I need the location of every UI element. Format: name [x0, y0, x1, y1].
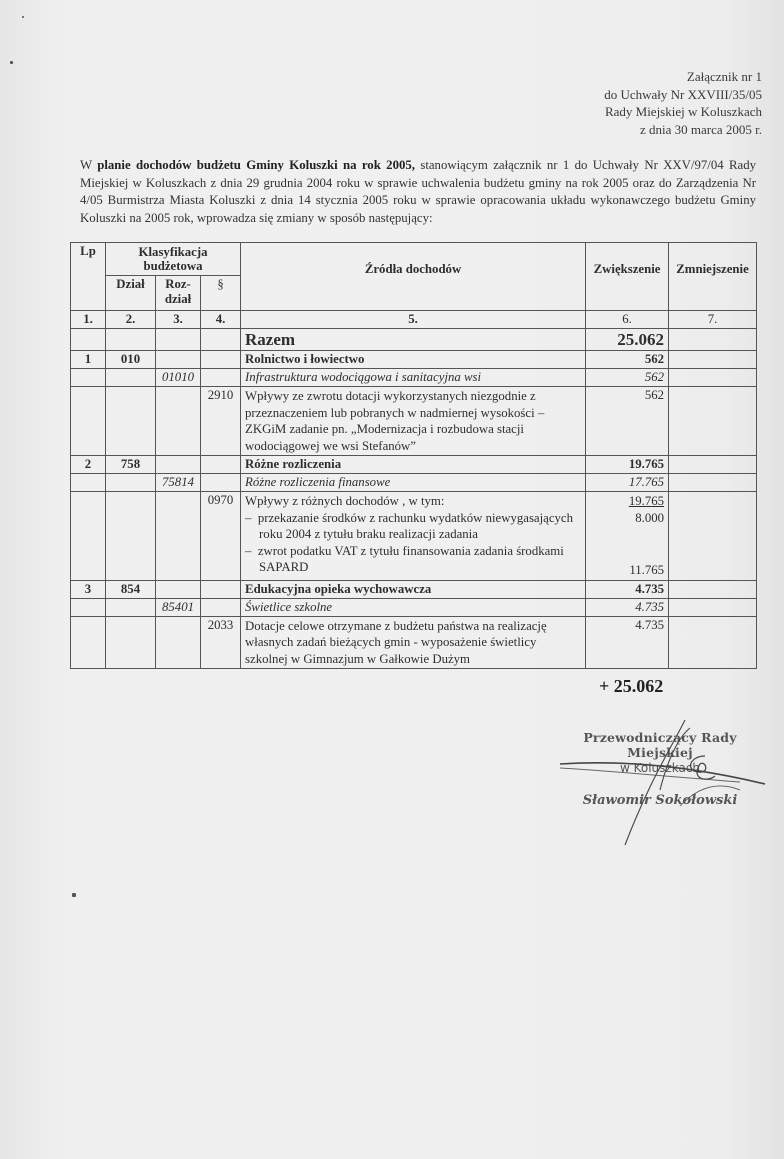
cell-lp — [71, 369, 106, 387]
cell-rozdzial: 75814 — [156, 474, 201, 492]
header-dzial: Dział — [106, 276, 156, 311]
cell-name — [241, 492, 586, 581]
header-rozdzial: Roz-dział — [156, 276, 201, 311]
header-lp: Lp — [71, 243, 106, 311]
cell-lp: 2 — [71, 456, 106, 474]
cell-decrease — [669, 474, 757, 492]
cell-rozdzial — [156, 351, 201, 369]
attachment-line: Rady Miejskiej w Koluszkach — [604, 104, 762, 119]
detail-item-text: przekazanie środków z rachunku wydatków niewygasających roku 2004 z tytułu braku realizacji zadania — [257, 510, 574, 541]
header-increase: Zwiększenie — [586, 243, 669, 311]
cell-name: Świetlice szkolne — [241, 598, 586, 616]
table-row-rozdzial — [71, 369, 757, 387]
detail-item: – zwrot podatku VAT z tytułu finansowania zadania środkami SAPARD — [245, 543, 564, 574]
handwritten-signature — [540, 720, 770, 850]
header-classification: Klasyfikacja budżetowa — [106, 243, 241, 276]
header-sources: Źródła dochodów — [241, 243, 586, 311]
cell-dzial — [106, 369, 156, 387]
cell-name: Dotacje celowe otrzymane z budżetu państwa na realizację własnych zadań bieżących gmin - wyposażenie świetlicy szkolnej w Gimnazjum w Gałkowie Dużym — [241, 616, 586, 669]
table-row-rozdzial — [71, 474, 757, 492]
cell-increase: 4.735 — [586, 580, 669, 598]
stamp-title: Przewodniczący Rady Miejskiej — [583, 730, 737, 760]
column-number: 4. — [201, 311, 241, 329]
cell-dzial: 758 — [106, 456, 156, 474]
cell-name: Infrastruktura wodociągowa i sanitacyjna wsi — [241, 369, 586, 387]
intro-text: stanowiącym załącznik nr 1 do Uchwały Nr XXV/97/04 Rady Miejskiej w Koluszkach z dnia 29 grudnia 2004 roku w sprawie uchwalenia budżetu gminy na rok 2005 oraz do Zarządzenia Nr 4/05 Burmistrza Miasta Koluszki z dnia 14 stycznia 2005 roku w sprawie opracowania układu wykonawczego budżetu Gminy Koluszki na 2005 rok, wprowadza się zmiany w sposób następujący: — [80, 158, 756, 225]
cell-name: Różne rozliczenia — [241, 456, 586, 474]
cell-rozdzial: 01010 — [156, 369, 201, 387]
column-number: 7. — [669, 311, 757, 329]
cell-name: Różne rozliczenia finansowe — [241, 474, 586, 492]
table-row-dzial — [71, 351, 757, 369]
column-number-row — [71, 311, 757, 329]
cell-dzial — [106, 616, 156, 669]
table-row-paragraph — [71, 616, 757, 669]
cell-decrease — [669, 616, 757, 669]
scan-speck — [10, 61, 13, 64]
attachment-line: do Uchwały Nr XXVIII/35/05 — [604, 86, 762, 102]
attachment-line: Załącznik nr 1 — [686, 69, 762, 84]
cell-decrease — [669, 492, 757, 581]
cell-decrease — [669, 580, 757, 598]
cell-paragraph — [201, 598, 241, 616]
cell-name: Wpływy ze zwrotu dotacji wykorzystanych niezgodnie z przeznaczeniem lub pobranych w nadmiernej wysokości – ZKGiM zadanie pn. „Modernizacja i rozbudowa stacji wodociągowej we wsi Stefanów” — [241, 387, 586, 456]
cell-paragraph: 2910 — [201, 387, 241, 456]
total-decrease — [669, 329, 757, 351]
cell-paragraph — [201, 351, 241, 369]
cell-increase: 19.765 — [586, 456, 669, 474]
cell-name: Edukacyjna opieka wychowawcza — [241, 580, 586, 598]
cell-rozdzial — [156, 456, 201, 474]
attachment-line: z dnia 30 marca 2005 r. — [639, 121, 762, 137]
cell-decrease — [669, 387, 757, 456]
table-row-dzial — [71, 580, 757, 598]
cell-increase: 4.735 — [586, 616, 669, 669]
total-label: Razem — [241, 329, 586, 351]
cell-dzial — [106, 598, 156, 616]
attachment-header — [604, 68, 762, 138]
intro-lead: W — [80, 158, 98, 172]
header-paragraph: § — [201, 276, 241, 311]
cell-increase: 4.735 — [586, 598, 669, 616]
stamp-place: w Koluszkach — [619, 761, 701, 775]
budget-changes-table — [70, 242, 757, 669]
cell-increase — [586, 492, 669, 581]
cell-rozdzial — [156, 580, 201, 598]
column-number: 3. — [156, 311, 201, 329]
cell-dzial — [106, 492, 156, 581]
detail-item: – przekazanie środków z rachunku wydatków niewygasających roku 2004 z tytułu braku realizacji zadania — [245, 510, 574, 541]
detail-heading: Wpływy z różnych dochodów , w tym: — [245, 494, 445, 508]
cell-decrease — [669, 598, 757, 616]
cell-decrease — [669, 369, 757, 387]
cell-lp — [71, 492, 106, 581]
total-increase: 25.062 — [586, 329, 669, 351]
cell-paragraph: 0970 — [201, 492, 241, 581]
cell-dzial: 010 — [106, 351, 156, 369]
cell-rozdzial: 85401 — [156, 598, 201, 616]
cell-paragraph — [201, 369, 241, 387]
cell-rozdzial — [156, 387, 201, 456]
detail-item-text: zwrot podatku VAT z tytułu finansowania zadania środkami SAPARD — [257, 543, 564, 574]
cell-name: Rolnictwo i łowiectwo — [241, 351, 586, 369]
cell-rozdzial — [156, 492, 201, 581]
cell-lp: 3 — [71, 580, 106, 598]
intro-paragraph — [80, 157, 756, 227]
cell-increase: 562 — [586, 369, 669, 387]
cell-decrease — [669, 351, 757, 369]
total-row — [71, 329, 757, 351]
table-row-dzial — [71, 456, 757, 474]
cell-paragraph — [201, 474, 241, 492]
column-number: 6. — [586, 311, 669, 329]
cell-rozdzial — [156, 616, 201, 669]
total-change: + 25.062 — [599, 676, 664, 696]
column-number: 5. — [241, 311, 586, 329]
scan-speck — [72, 893, 76, 897]
cell-increase: 562 — [586, 351, 669, 369]
cell-lp — [71, 474, 106, 492]
cell-lp — [71, 598, 106, 616]
cell-lp — [71, 387, 106, 456]
column-number: 2. — [106, 311, 156, 329]
cell-dzial: 854 — [106, 580, 156, 598]
cell-increase: 17.765 — [586, 474, 669, 492]
column-number: 1. — [71, 311, 106, 329]
detail-total-value: 19.765 — [628, 494, 665, 508]
detail-item-value: 11.765 — [629, 563, 665, 577]
cell-paragraph — [201, 456, 241, 474]
intro-bold-title: planie dochodów budżetu Gminy Koluszki na rok 2005, — [97, 158, 415, 172]
cell-dzial — [106, 474, 156, 492]
table-row-rozdzial — [71, 598, 757, 616]
cell-increase: 562 — [586, 387, 669, 456]
scan-speck — [22, 16, 24, 18]
detail-item-value: 8.000 — [635, 510, 665, 525]
cell-lp: 1 — [71, 351, 106, 369]
cell-paragraph — [201, 580, 241, 598]
table-row-paragraph — [71, 387, 757, 456]
cell-paragraph: 2033 — [201, 616, 241, 669]
cell-lp — [71, 616, 106, 669]
stamp-name: Sławomir Sokołowski — [582, 793, 738, 808]
header-decrease: Zmniejszenie — [669, 243, 757, 311]
cell-dzial — [106, 387, 156, 456]
table-row-paragraph-detail — [71, 492, 757, 581]
cell-decrease — [669, 456, 757, 474]
